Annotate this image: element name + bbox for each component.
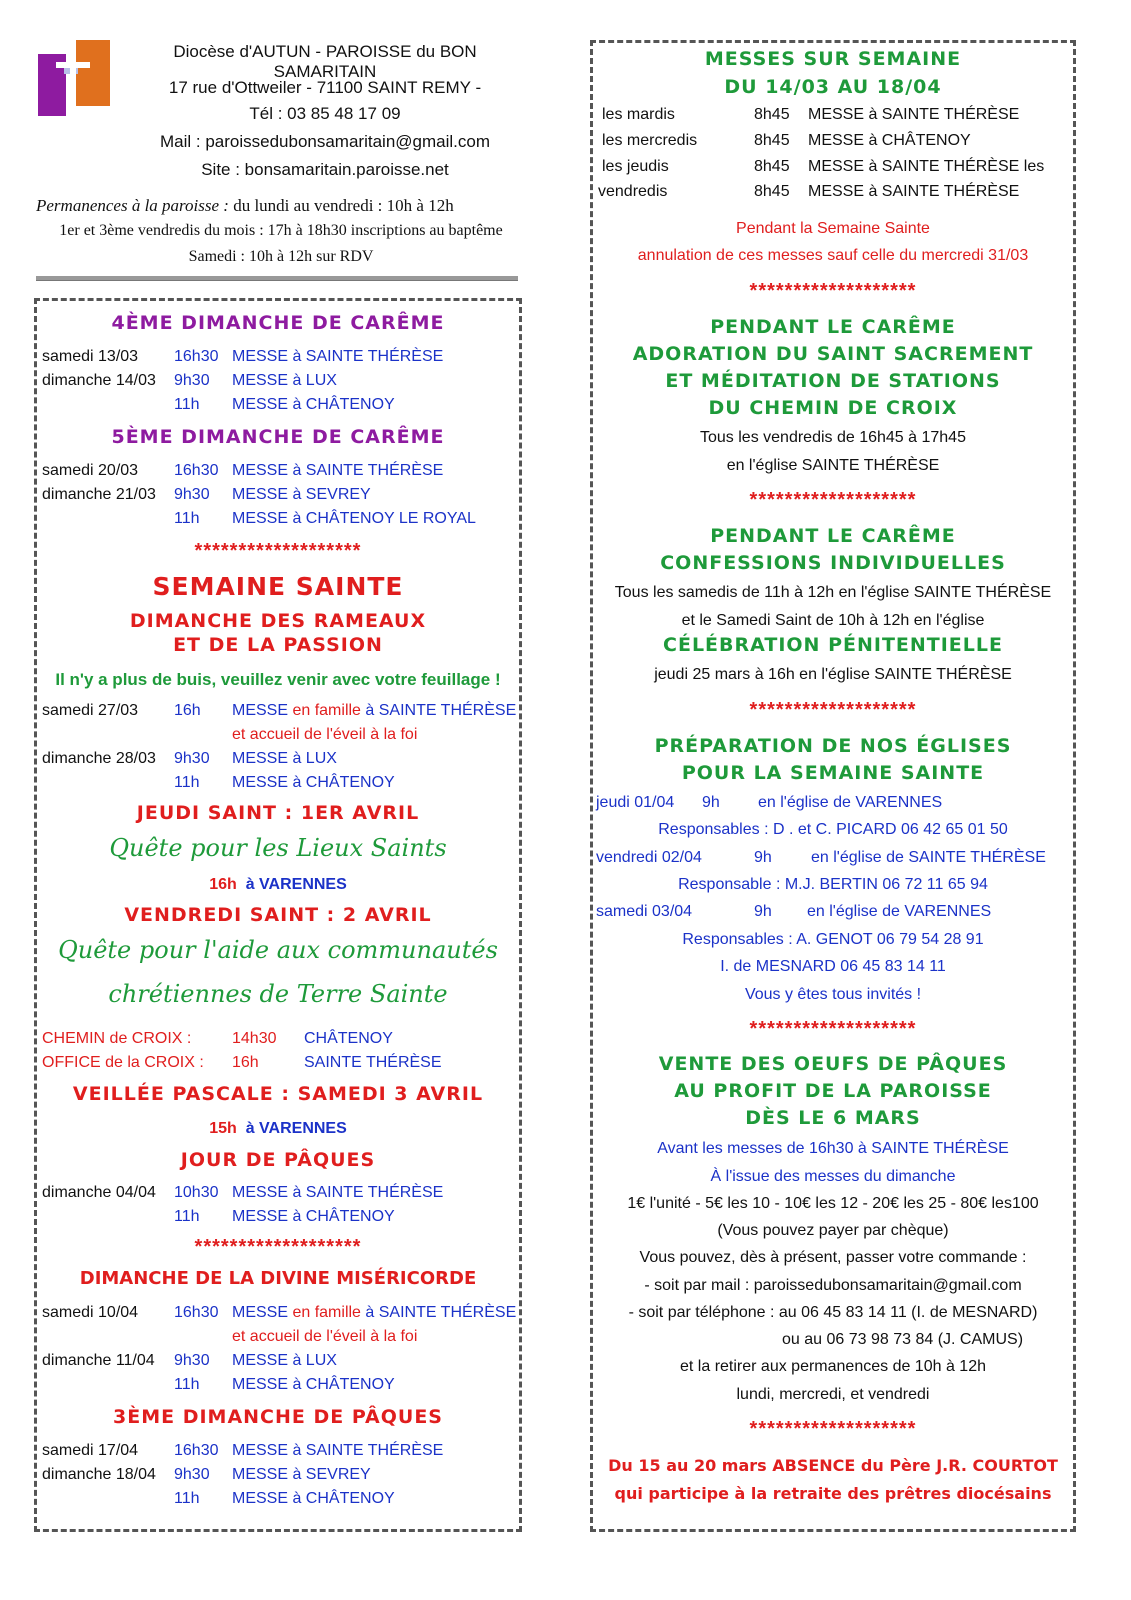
time: 8h45 xyxy=(754,106,790,123)
schedule-row xyxy=(42,510,512,530)
time: 11h xyxy=(174,510,200,527)
schedule-row xyxy=(42,1442,512,1462)
place: en l'église de VARENNES xyxy=(758,794,943,811)
vente-cheque: (Vous pouvez payer par chèque) xyxy=(717,1222,949,1239)
mass: MESSE à LUX xyxy=(232,372,337,389)
time: 8h45 xyxy=(754,132,790,149)
day: samedi 03/04 xyxy=(596,903,693,920)
vendredi-saint-title: VENDREDI SAINT : 2 AVRIL xyxy=(124,904,432,926)
vente-issue-messes: À l'issue des messes du dimanche xyxy=(710,1168,956,1185)
schedule-row xyxy=(42,372,512,392)
preparation-row xyxy=(596,849,1066,869)
header-phone: Tél : 03 85 48 17 09 xyxy=(249,104,401,123)
office-time: 16h xyxy=(232,1054,259,1071)
schedule-row xyxy=(42,348,512,368)
chemin-croix-row xyxy=(42,1030,512,1050)
jeudi-time: 16h xyxy=(209,876,237,893)
mass: MESSE à SAINTE THÉRÈSE xyxy=(808,183,1020,200)
day: les mardis xyxy=(602,106,675,123)
mass: MESSE à CHÂTENOY xyxy=(232,774,395,791)
mass: MESSE à SAINTE THÉRÈSE xyxy=(808,106,1020,123)
day: dimanche 11/04 xyxy=(42,1352,155,1369)
day: samedi 13/03 xyxy=(42,348,139,365)
schedule-row xyxy=(42,1184,512,1204)
d4-title: 4ÈME DIMANCHE DE CARÊME xyxy=(111,312,445,334)
mass: MESSE à LUX xyxy=(232,750,337,767)
mass: MESSE à CHÂTENOY xyxy=(232,396,395,413)
week-row xyxy=(598,158,1068,178)
schedule-row xyxy=(42,462,512,482)
confessions-title: PENDANT LE CARÊME xyxy=(710,525,956,547)
schedule-row xyxy=(42,486,512,506)
mass: MESSE à LUX xyxy=(232,1352,337,1369)
permanences-hours: du lundi au vendredi : 10h à 12h xyxy=(228,196,454,215)
vente-line2: AU PROFIT DE LA PAROISSE xyxy=(674,1080,992,1102)
vente-title: VENTE DES OEUFS DE PÂQUES xyxy=(658,1053,1008,1075)
vente-avant-messes: Avant les messes de 16h30 à SAINTE THÉRÈSE xyxy=(657,1140,1009,1157)
mass: MESSE à CHÂTENOY xyxy=(232,1208,395,1225)
eveil-foi: et accueil de l'éveil à la foi xyxy=(232,1328,418,1345)
time: 16h30 xyxy=(174,1304,219,1321)
mass: MESSE à SEVREY xyxy=(232,1466,371,1483)
vente-line3: DÈS LE 6 MARS xyxy=(745,1107,921,1129)
chemin-place: CHÂTENOY xyxy=(304,1030,393,1047)
separator-stars: ******************* xyxy=(749,280,917,302)
mass-famille xyxy=(232,1304,516,1322)
preparation-row xyxy=(596,903,1066,923)
time: 11h xyxy=(174,774,200,791)
schedule-row xyxy=(42,1352,512,1372)
adoration-schedule: Tous les vendredis de 16h45 à 17h45 xyxy=(700,429,966,446)
office-label: OFFICE de la CROIX : xyxy=(42,1054,204,1071)
schedule-row xyxy=(42,1466,512,1486)
veillee-time-place xyxy=(36,1120,520,1138)
chemin-label: CHEMIN de CROIX : xyxy=(42,1030,192,1047)
rameaux-subtitle: ET DE LA PASSION xyxy=(173,634,383,656)
permanences-samedi: Samedi : 10h à 12h sur RDV xyxy=(188,248,374,265)
divine-misericorde-title: DIMANCHE DE LA DIVINE MISÉRICORDE xyxy=(79,1268,477,1289)
jeudi-place: à VARENNES xyxy=(245,876,347,893)
semaine-title: MESSES SUR SEMAINE xyxy=(704,48,962,70)
paques-title: JOUR DE PÂQUES xyxy=(180,1149,376,1171)
time: 16h30 xyxy=(174,1442,219,1459)
permanences xyxy=(36,196,526,216)
time: 11h xyxy=(174,1490,200,1507)
jeudi-time-place xyxy=(36,876,520,894)
header-address: 17 rue d'Ottweiler - 71100 SAINT REMY - xyxy=(168,78,482,97)
week-row xyxy=(598,106,1068,126)
mass: MESSE à SAINTE THÉRÈSE xyxy=(232,1184,444,1201)
vente-commande: Vous pouvez, dès à présent, passer votre commande : xyxy=(639,1249,1027,1266)
separator-stars: ******************* xyxy=(749,1418,917,1440)
mass: MESSE à SAINTE THÉRÈSE xyxy=(232,348,444,365)
day: dimanche 21/03 xyxy=(42,486,156,503)
time: 11h xyxy=(174,396,200,413)
preparation-responsables-2: I. de MESNARD 06 45 83 14 11 xyxy=(720,958,946,975)
semaine-sainte-title: SEMAINE SAINTE xyxy=(152,572,404,601)
buis-notice: Il n'y a plus de buis, veuillez venir avec votre feuillage ! xyxy=(55,670,501,689)
week-row xyxy=(598,132,1068,152)
annulation-notice: annulation de ces messes sauf celle du mercredi 31/03 xyxy=(637,247,1029,264)
celebration-date: jeudi 25 mars à 16h en l'église SAINTE THÉRÈSE xyxy=(654,666,1012,683)
header-diocese: Diocèse d'AUTUN - PAROISSE du BON SAMARITAIN xyxy=(173,42,477,81)
preparation-responsable: Responsable : M.J. BERTIN 06 72 11 65 94 xyxy=(678,876,988,893)
place: en l'église de VARENNES xyxy=(807,903,992,920)
day: jeudi 01/04 xyxy=(596,794,675,811)
jeudi-saint-title: JEUDI SAINT : 1ER AVRIL xyxy=(136,802,420,824)
d5-title: 5ÈME DIMANCHE DE CARÊME xyxy=(111,426,445,448)
semaine-sainte-notice: Pendant la Semaine Sainte xyxy=(736,220,930,237)
preparation-title: PRÉPARATION DE NOS ÉGLISES xyxy=(654,735,1012,757)
mass: MESSE à SAINTE THÉRÈSE les xyxy=(808,158,1045,175)
time: 8h45 xyxy=(754,183,790,200)
mass-place: à SAINTE THÉRÈSE xyxy=(365,1304,517,1321)
vente-telephone-2: ou au 06 73 98 73 84 (J. CAMUS) xyxy=(782,1331,1024,1348)
adoration-line2: ADORATION DU SAINT SACREMENT xyxy=(632,343,1034,365)
schedule-row xyxy=(42,1208,512,1228)
chemin-time: 14h30 xyxy=(232,1030,277,1047)
famille: en famille xyxy=(292,1304,366,1321)
day: dimanche 28/03 xyxy=(42,750,156,767)
confessions-samedi-saint: et le Samedi Saint de 10h à 12h en l'église xyxy=(681,612,985,629)
mass: MESSE à CHÂTENOY LE ROYAL xyxy=(232,510,476,527)
preparation-invitation: Vous y êtes tous invités ! xyxy=(744,986,922,1003)
separator-stars: ******************* xyxy=(749,1018,917,1040)
vente-telephone: - soit par téléphone : au 06 45 83 14 11 (I. de MESNARD) xyxy=(628,1304,1038,1321)
veillee-title: VEILLÉE PASCALE : SAMEDI 3 AVRIL xyxy=(72,1083,484,1105)
adoration-place: en l'église SAINTE THÉRÈSE xyxy=(726,457,940,474)
separator-stars: ******************* xyxy=(749,489,917,511)
day: les jeudis xyxy=(602,158,669,175)
day: vendredis xyxy=(598,183,668,200)
mass: MESSE à CHÂTENOY xyxy=(232,1376,395,1393)
time: 9h xyxy=(754,849,772,866)
celebration-title: CÉLÉBRATION PÉNITENTIELLE xyxy=(663,634,1003,656)
header-mail[interactable]: Mail : paroissedubonsamaritain@gmail.com xyxy=(159,132,490,151)
time: 10h30 xyxy=(174,1184,219,1201)
veillee-time: 15h xyxy=(209,1120,237,1137)
vente-prix: 1€ l'unité - 5€ les 10 - 10€ les 12 - 20€ les 25 - 80€ les100 xyxy=(627,1195,1039,1212)
preparation-line2: POUR LA SEMAINE SAINTE xyxy=(681,762,985,784)
mass-famille xyxy=(232,702,516,720)
preparation-responsables: Responsables : A. GENOT 06 79 54 28 91 xyxy=(682,931,984,948)
absence-retraite: qui participe à la retraite des prêtres diocésains xyxy=(614,1484,1052,1503)
absence-notice: Du 15 au 20 mars ABSENCE du Père J.R. COURTOT xyxy=(608,1456,1058,1475)
day: les mercredis xyxy=(602,132,698,149)
time: 11h xyxy=(174,1376,200,1393)
time: 9h30 xyxy=(174,750,210,767)
day: samedi 20/03 xyxy=(42,462,139,479)
separator-stars: ******************* xyxy=(194,1236,362,1258)
schedule-row xyxy=(42,702,517,722)
day: samedi 10/04 xyxy=(42,1304,139,1321)
schedule-row xyxy=(42,1376,512,1396)
schedule-row xyxy=(42,1304,517,1324)
schedule-row xyxy=(42,750,512,770)
office-place: SAINTE THÉRÈSE xyxy=(304,1054,442,1071)
rameaux-title: DIMANCHE DES RAMEAUX xyxy=(129,610,427,632)
header-site[interactable]: Site : bonsamaritain.paroisse.net xyxy=(201,160,449,179)
vente-retrait: et la retirer aux permanences de 10h à 12h xyxy=(680,1358,986,1375)
confessions-line2: CONFESSIONS INDIVIDUELLES xyxy=(660,552,1006,574)
time: 16h30 xyxy=(174,462,219,479)
time: 9h30 xyxy=(174,372,210,389)
mass: MESSE à SAINTE THÉRÈSE xyxy=(232,462,444,479)
schedule-row xyxy=(42,774,512,794)
time: 9h30 xyxy=(174,1466,210,1483)
vente-mail[interactable]: - soit par mail : paroissedubonsamaritain@gmail.com xyxy=(644,1277,1022,1294)
separator-stars: ******************* xyxy=(194,540,362,562)
vendredi-quete-line1: Quête pour l'aide aux communautés xyxy=(58,936,498,964)
time: 16h30 xyxy=(174,348,219,365)
time: 9h xyxy=(754,903,772,920)
vendredi-quete-line2: chrétiennes de Terre Sainte xyxy=(108,980,448,1008)
mass-place: à SAINTE THÉRÈSE xyxy=(365,702,517,719)
d3p-title: 3ÈME DIMANCHE DE PÂQUES xyxy=(113,1406,443,1428)
mass: MESSE à SEVREY xyxy=(232,486,371,503)
semaine-dates: DU 14/03 AU 18/04 xyxy=(724,76,942,98)
separator-stars: ******************* xyxy=(749,699,917,721)
time: 8h45 xyxy=(754,158,790,175)
time: 9h30 xyxy=(174,486,210,503)
day: dimanche 04/04 xyxy=(42,1184,156,1201)
mass: MESSE à CHÂTENOY xyxy=(232,1490,395,1507)
mass: MESSE à CHÂTENOY xyxy=(808,132,971,149)
day: vendredi 02/04 xyxy=(596,849,702,866)
jeudi-quete: Quête pour les Lieux Saints xyxy=(109,834,447,862)
preparation-row xyxy=(596,794,1066,814)
permanences-bapteme: 1er et 3ème vendredis du mois : 17h à 18h30 inscriptions au baptême xyxy=(59,222,503,239)
header-divider xyxy=(36,276,518,281)
day: samedi 17/04 xyxy=(42,1442,139,1459)
adoration-line4: DU CHEMIN DE CROIX xyxy=(708,397,958,419)
time: 9h30 xyxy=(174,1352,210,1369)
adoration-title: PENDANT LE CARÊME xyxy=(710,316,956,338)
veillee-place: à VARENNES xyxy=(245,1120,347,1137)
day: dimanche 18/04 xyxy=(42,1466,156,1483)
day: dimanche 14/03 xyxy=(42,372,156,389)
eveil-foi: et accueil de l'éveil à la foi xyxy=(232,726,418,743)
confessions-samedis: Tous les samedis de 11h à 12h en l'église SAINTE THÉRÈSE xyxy=(614,584,1052,601)
vente-jours: lundi, mercredi, et vendredi xyxy=(736,1386,930,1403)
schedule-row xyxy=(42,396,512,416)
day: samedi 27/03 xyxy=(42,702,139,719)
permanences-label: Permanences à la paroisse : xyxy=(36,196,229,215)
adoration-line3: ET MÉDITATION DE STATIONS xyxy=(665,370,1001,392)
office-croix-row xyxy=(42,1054,512,1074)
time: 9h xyxy=(702,794,720,811)
place: en l'église de SAINTE THÉRÈSE xyxy=(811,849,1046,866)
time: 16h xyxy=(174,702,201,719)
week-row xyxy=(598,183,1068,203)
famille: en famille xyxy=(292,702,366,719)
mass-word: MESSE xyxy=(232,702,293,719)
preparation-responsables: Responsables : D . et C. PICARD 06 42 65 01 50 xyxy=(658,821,1008,838)
mass: MESSE à SAINTE THÉRÈSE xyxy=(232,1442,444,1459)
parish-logo xyxy=(36,38,116,118)
mass-word: MESSE xyxy=(232,1304,293,1321)
schedule-row xyxy=(42,1490,512,1510)
time: 11h xyxy=(174,1208,200,1225)
